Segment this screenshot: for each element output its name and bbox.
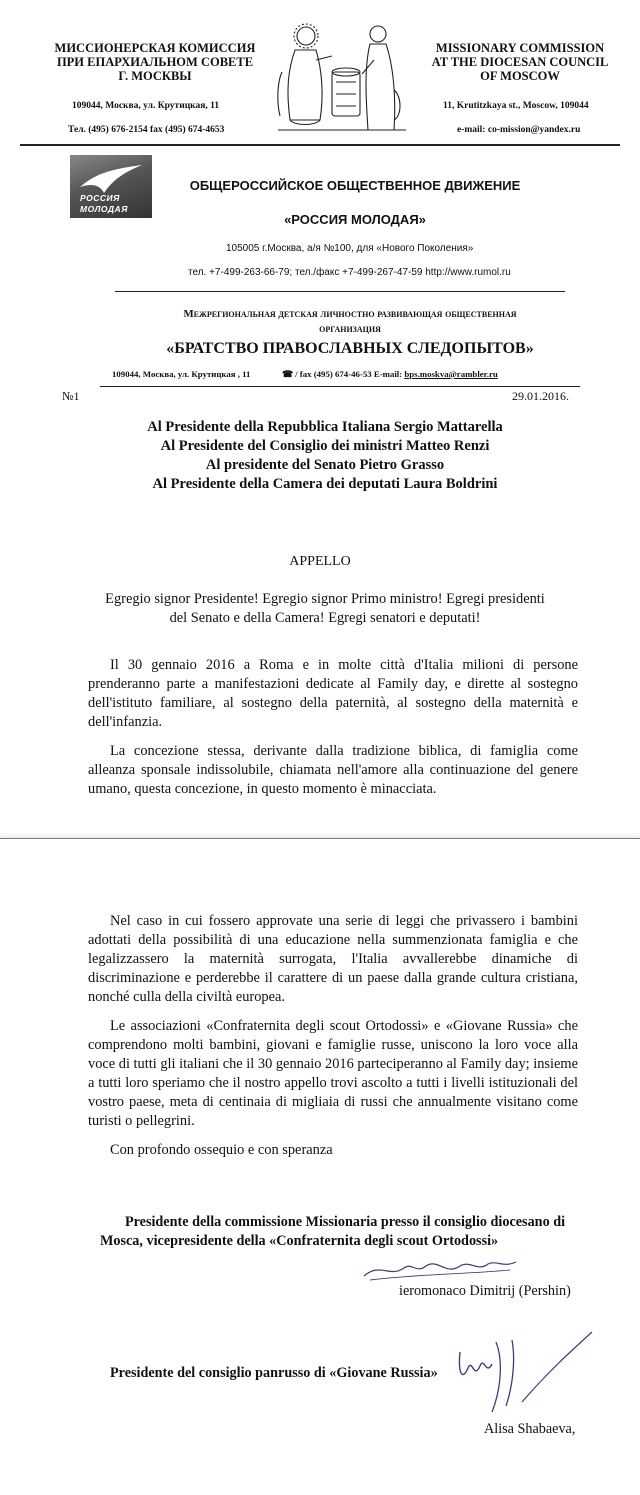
greeting-line2: del Senato e della Camera! Egregi senatori e deputati! <box>169 610 481 626</box>
recipient-2: Al Presidente del Consiglio dei ministri Matteo Renzi <box>160 438 490 454</box>
document-title: APPELLO <box>289 554 351 569</box>
header-left-line3: Г. МОСКВЫ <box>118 69 192 83</box>
icon-illustration <box>270 20 415 140</box>
org2-address: 105005 г.Москва, а/я №100, для «Нового Поколения» <box>226 243 474 254</box>
divider-middle <box>115 291 565 292</box>
page-break <box>0 838 640 853</box>
greeting-line1: Egregio signor Presidente! Egregio signor Primo ministro! Egregi presidenti <box>105 591 545 607</box>
logo-line2: МОЛОДАЯ <box>80 204 128 214</box>
header-right-line1: MISSIONARY COMMISSION <box>435 41 605 55</box>
header-right-address: 11, Krutitzkaya st., Moscow, 109044 <box>443 101 589 111</box>
header-left-phone: Тел. (495) 676-2154 fax (495) 674-4653 <box>68 125 225 135</box>
org3-title2: организация <box>319 323 381 335</box>
signatory2-role: Presidente del consiglio panrusso di «Giovane Russia» <box>110 1365 438 1381</box>
paragraph-2: La concezione stessa, derivante dalla tradizione biblica, di famiglia come alleanza sponsale indissolubile, chiamata nell'amore alla continuazione del genere umano, questa concezione, in questo momento è minacciata. <box>88 743 578 797</box>
header-right-email: e-mail: co-mission@yandex.ru <box>457 125 581 135</box>
paragraph-4: Le associazioni «Confraternita degli scout Ortodossi» e «Giovane Russia» che comprendono molti bambini, giovani e famiglie russe, uniscono la loro voce alla voce di tutti gli italiani che il 30 gennaio 2016 parteciperanno al Family day; insieme a tutti loro speriamo che il nostro appello trovi ascolto a tutti i livelli istituzionali del vostro paese, meta di centinaia di migliaia di russi che annualmente visitano come turisti o pellegrini. <box>88 1018 578 1129</box>
body-page1 <box>88 656 578 799</box>
body-page2 <box>88 912 578 1160</box>
org3-address: 109044, Москва, ул. Крутицкая , 11 <box>112 369 251 379</box>
signature-1 <box>360 1254 520 1284</box>
org2-title1: ОБЩЕРОССИЙСКОЕ ОБЩЕСТВЕННОЕ ДВИЖЕНИЕ <box>189 178 521 193</box>
header-right-line3: OF MOSCOW <box>480 69 560 83</box>
recipient-1: Al Presidente della Repubblica Italiana Sergio Mattarella <box>147 419 503 435</box>
org3-title3: «БРАТСТВО ПРАВОСЛАВНЫХ СЛЕДОПЫТОВ» <box>166 340 534 357</box>
paragraph-3: Nel caso in cui fossero approvate una serie di leggi che privassero i bambini adottati della possibilità di una educazione nella summenzionata famiglia e che legalizzassero la maternità surrogata, l'Italia avvallerebbe dinamiche di discriminazione e perderebbe il carattere di un paese dalla grande cultura cristiana, nonché culla della civiltà europea. <box>88 913 578 1005</box>
russia-molodaya-logo <box>70 155 152 218</box>
doc-date: 29.01.2016. <box>512 389 569 403</box>
signatory2-name: Alisa Shabaeva, <box>484 1421 576 1437</box>
logo-line1: РОССИЯ <box>80 193 120 203</box>
org3-title1: Межрегиональная детская личностно развивающая общественная <box>183 308 517 320</box>
header-left-org <box>20 41 290 83</box>
greeting <box>60 590 590 628</box>
paragraph-5: Con profondo ossequio e con speranza <box>110 1142 333 1158</box>
doc-number: №1 <box>62 389 80 403</box>
signature-2 <box>452 1322 602 1422</box>
header-left-line2: ПРИ ЕПАРХИАЛЬНОМ СОВЕТЕ <box>56 55 254 69</box>
bird-icon <box>78 163 144 195</box>
paragraph-1: Il 30 gennaio 2016 a Roma e in molte città d'Italia milioni di persone prenderanno parte a manifestazioni dedicate al Family day, e dirette al sostegno dell'istituto familiare, al sostegno della paternità, al sostegno della maternità e dell'infanzia. <box>88 657 578 730</box>
signatory1-name: ieromonaco Dimitrij (Pershin) <box>399 1283 571 1299</box>
signatory1-role-line1: Presidente della commissione Missionaria presso il consiglio diocesano di <box>124 1214 566 1230</box>
recipient-3: Al presidente del Senato Pietro Grasso <box>205 457 445 473</box>
header-right-org <box>420 41 620 83</box>
header-right-line2: AT THE DIOCESAN COUNCIL <box>431 55 609 69</box>
signatory1-role-line2: Mosca, vicepresidente della «Confraternita degli scout Ortodossi» <box>100 1233 499 1249</box>
header-left-line1: МИССИОНЕРСКАЯ КОМИССИЯ <box>54 41 256 55</box>
divider-bottom <box>100 386 580 387</box>
header-left-address: 109044, Москва, ул. Крутицкая, 11 <box>72 101 220 111</box>
org3-phone: ☎ / fax (495) 674-46-53 E-mail: <box>282 369 405 379</box>
recipients-block <box>40 418 610 494</box>
org2-title2: «РОССИЯ МОЛОДАЯ» <box>284 212 426 227</box>
divider-top <box>20 144 620 146</box>
org3-email[interactable]: bps.moskva@rambler.ru <box>404 369 498 379</box>
org3-contact <box>282 369 498 380</box>
org2-phone: тел. +7-499-263-66-79; тел./факс +7-499-267-47-59 http://www.rumol.ru <box>188 267 511 278</box>
recipient-4: Al Presidente della Camera dei deputati Laura Boldrini <box>152 476 498 492</box>
signatory1-role <box>80 1213 610 1251</box>
